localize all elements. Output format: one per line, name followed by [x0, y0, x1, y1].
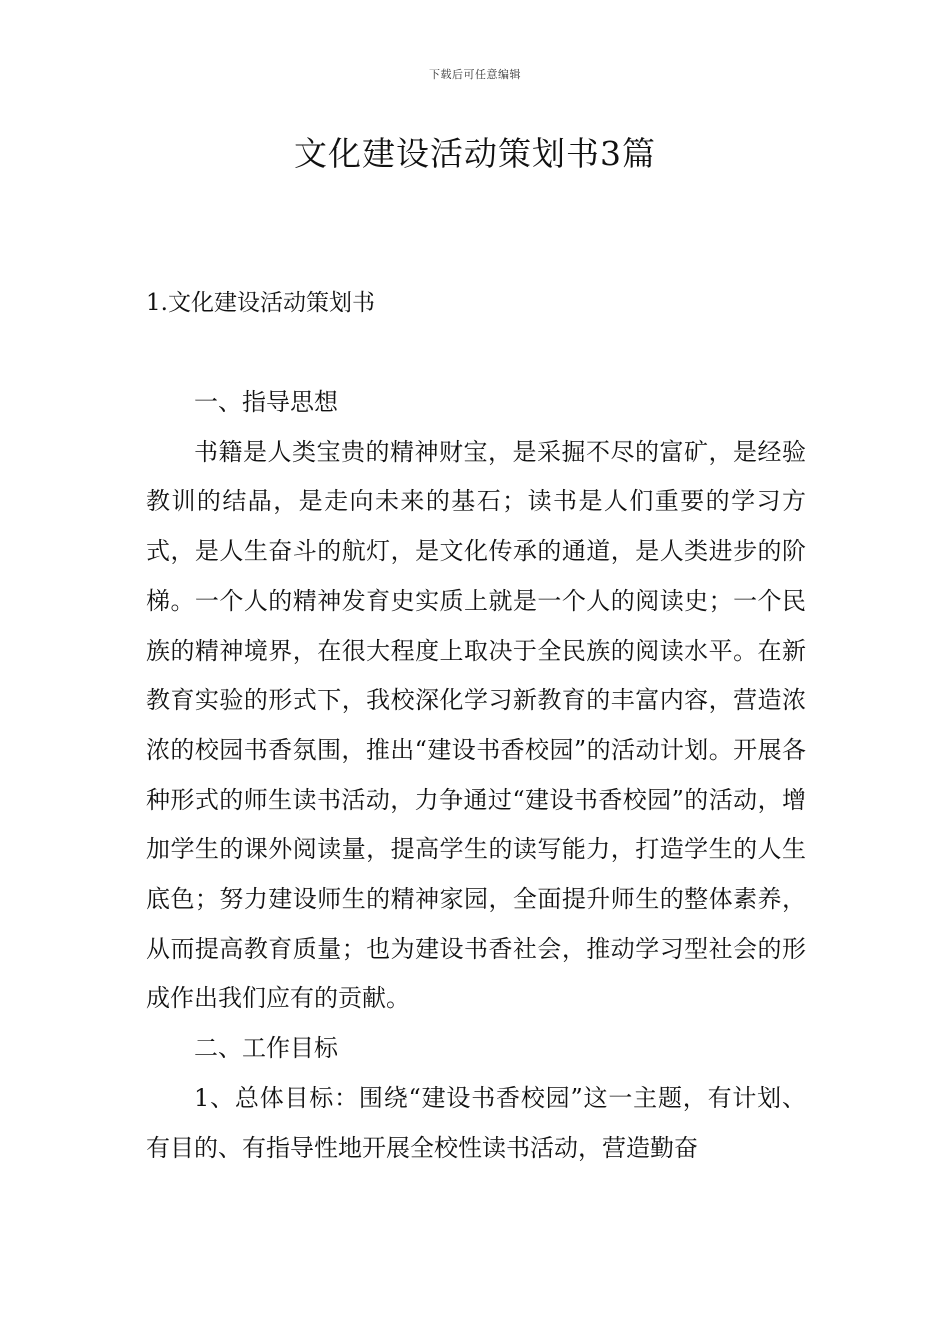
paragraph-guiding-ideology: 书籍是人类宝贵的精神财宝，是采掘不尽的富矿，是经验教训的结晶，是走向未来的基石；读书是人们重要的学习方式，是人生奋斗的航灯，是文化传承的通道，是人类进步的阶梯。一个人的精神发育史实质上就是一个人的阅读史；一个民族的精神境界，在很大程度上取决于全民族的阅读水平。在新教育实验的形式下，我校深化学习新教育的丰富内容，营造浓浓的校园书香氛围，推出“建设书香校园”的活动计划。开展各种形式的师生读书活动，力争通过“建设书香校园”的活动，增加学生的课外阅读量，提高学生的读写能力，打造学生的人生底色；努力建设师生的精神家园，全面提升师生的整体素养，从而提高教育质量；也为建设书香社会，推动学习型社会的形成作出我们应有的贡献。	[146, 437, 806, 1013]
heading-work-goals: 二、工作目标	[194, 1034, 338, 1063]
document-body	[146, 378, 806, 1173]
page-header-note: 下载后可任意编辑	[429, 68, 521, 81]
document-title: 文化建设活动策划书3篇	[294, 134, 656, 173]
heading-guiding-ideology: 一、指导思想	[194, 388, 338, 416]
section-title: 1.文化建设活动策划书	[146, 290, 375, 316]
paragraph-overall-goal: 1、总体目标：围绕“建设书香校园”这一主题，有计划、有目的、有指导性地开展全校性读书活动，营造勤奋	[146, 1083, 806, 1162]
